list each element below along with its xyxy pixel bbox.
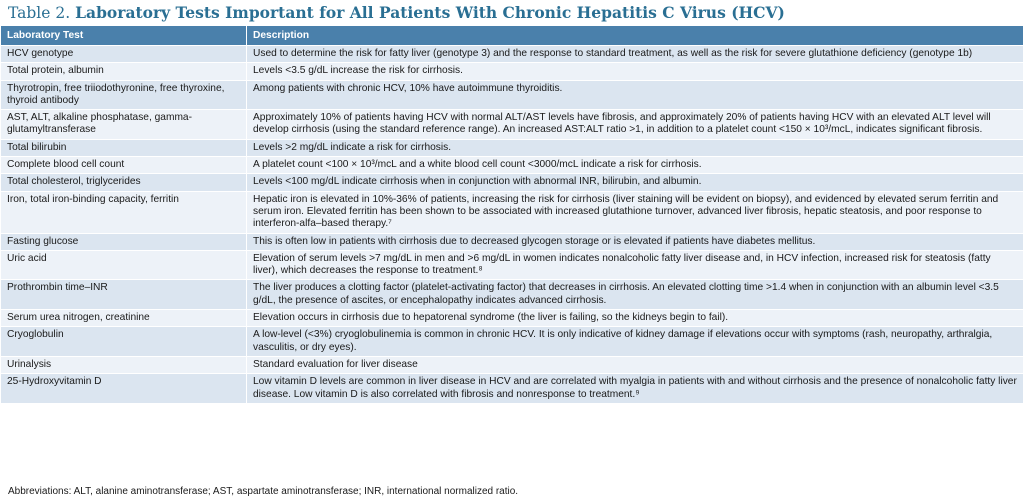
table-row	[1, 280, 1024, 310]
column-header-test: Laboratory Test	[1, 26, 247, 46]
test-name-cell: Thyrotropin, free triiodothyronine, free thyroxine, thyroid antibody	[1, 80, 247, 110]
description-cell: The liver produces a clotting factor (platelet-activating factor) that decreases in cirrhosis. An elevated clotting time >1.4 when in conjunction with an albumin level <3.5 g/dL, the presence of ascites, or encephalopathy indicates advanced cirrhosis.	[247, 280, 1024, 310]
table-row	[1, 310, 1024, 327]
test-name-cell: Urinalysis	[1, 356, 247, 373]
table-header-row	[1, 26, 1024, 46]
table-row	[1, 80, 1024, 110]
table-row	[1, 374, 1024, 404]
table-row	[1, 46, 1024, 63]
description-cell: A platelet count <100 × 10³/mcL and a white blood cell count <3000/mcL indicate a risk for cirrhosis.	[247, 157, 1024, 174]
test-name-cell: Fasting glucose	[1, 233, 247, 250]
description-cell: Levels <100 mg/dL indicate cirrhosis when in conjunction with abnormal INR, bilirubin, and albumin.	[247, 174, 1024, 191]
description-cell: Used to determine the risk for fatty liver (genotype 3) and the response to standard treatment, as well as the risk for severe glutathione deficiency (genotype 1b)	[247, 46, 1024, 63]
test-name-cell: Cryoglobulin	[1, 327, 247, 357]
table-row	[1, 191, 1024, 233]
test-name-cell: Complete blood cell count	[1, 157, 247, 174]
description-cell: Elevation occurs in cirrhosis due to hepatorenal syndrome (the liver is failing, so the kidneys begin to fail).	[247, 310, 1024, 327]
table-row	[1, 110, 1024, 140]
test-name-cell: Serum urea nitrogen, creatinine	[1, 310, 247, 327]
column-header-description: Description	[247, 26, 1024, 46]
table-row	[1, 356, 1024, 373]
table-row	[1, 250, 1024, 280]
test-name-cell: Prothrombin time–INR	[1, 280, 247, 310]
test-name-cell: AST, ALT, alkaline phosphatase, gamma-glutamyltransferase	[1, 110, 247, 140]
description-cell: Standard evaluation for liver disease	[247, 356, 1024, 373]
description-cell: A low-level (<3%) cryoglobulinemia is common in chronic HCV. It is only indicative of kidney damage if elevations occur with symptoms (rash, neuropathy, arthralgia, vasculitis, or dry eyes).	[247, 327, 1024, 357]
table-title: Laboratory Tests Important for All Patients With Chronic Hepatitis C Virus (HCV)	[75, 3, 785, 22]
description-cell: Among patients with chronic HCV, 10% have autoimmune thyroiditis.	[247, 80, 1024, 110]
table-row	[1, 327, 1024, 357]
description-cell: Levels <3.5 g/dL increase the risk for cirrhosis.	[247, 63, 1024, 80]
table-row	[1, 233, 1024, 250]
description-cell: Levels >2 mg/dL indicate a risk for cirrhosis.	[247, 139, 1024, 156]
lab-tests-table	[0, 25, 1024, 404]
table-row	[1, 139, 1024, 156]
abbreviations-footnote: Abbreviations: ALT, alanine aminotransferase; AST, aspartate aminotransferase; INR, international normalized ratio.	[8, 486, 519, 497]
description-cell: Approximately 10% of patients having HCV with normal ALT/AST levels have fibrosis, and approximately 20% of patients having HCV with an elevated ALT level will develop cirrhosis (using the standard reference range). An increased AST:ALT ratio >1, in addition to a platelet count <150 × 10³/mcL, indicates significant fibrosis.	[247, 110, 1024, 140]
table-number: Table 2.	[8, 4, 71, 22]
table-row	[1, 63, 1024, 80]
test-name-cell: Total bilirubin	[1, 139, 247, 156]
description-cell: Low vitamin D levels are common in liver disease in HCV and are correlated with myalgia in patients with and without cirrhosis and the presence of nonalcoholic fatty liver disease. Low vitamin D is also correlated with fibrosis and nonresponse to treatment.⁹	[247, 374, 1024, 404]
test-name-cell: 25-Hydroxyvitamin D	[1, 374, 247, 404]
test-name-cell: HCV genotype	[1, 46, 247, 63]
description-cell: Hepatic iron is elevated in 10%-36% of patients, increasing the risk for cirrhosis (liver staining will be evident on biopsy), and evidenced by elevated serum ferritin and serum iron. Elevated ferritin has been shown to be associated with increased glutathione turnover, advanced liver fibrosis, hepatic steatosis, and poor response to interferon-alfa–based therapy.⁷	[247, 191, 1024, 233]
test-name-cell: Uric acid	[1, 250, 247, 280]
table-row	[1, 157, 1024, 174]
description-cell: Elevation of serum levels >7 mg/dL in men and >6 mg/dL in women indicates nonalcoholic fatty liver disease and, in HCV infection, increased risk for steatosis (fatty liver), which decreases the response to treatment.⁸	[247, 250, 1024, 280]
test-name-cell: Total protein, albumin	[1, 63, 247, 80]
test-name-cell: Iron, total iron-binding capacity, ferritin	[1, 191, 247, 233]
table-caption	[8, 3, 785, 25]
test-name-cell: Total cholesterol, triglycerides	[1, 174, 247, 191]
description-cell: This is often low in patients with cirrhosis due to decreased glycogen storage or is elevated if patients have diabetes mellitus.	[247, 233, 1024, 250]
table-row	[1, 174, 1024, 191]
